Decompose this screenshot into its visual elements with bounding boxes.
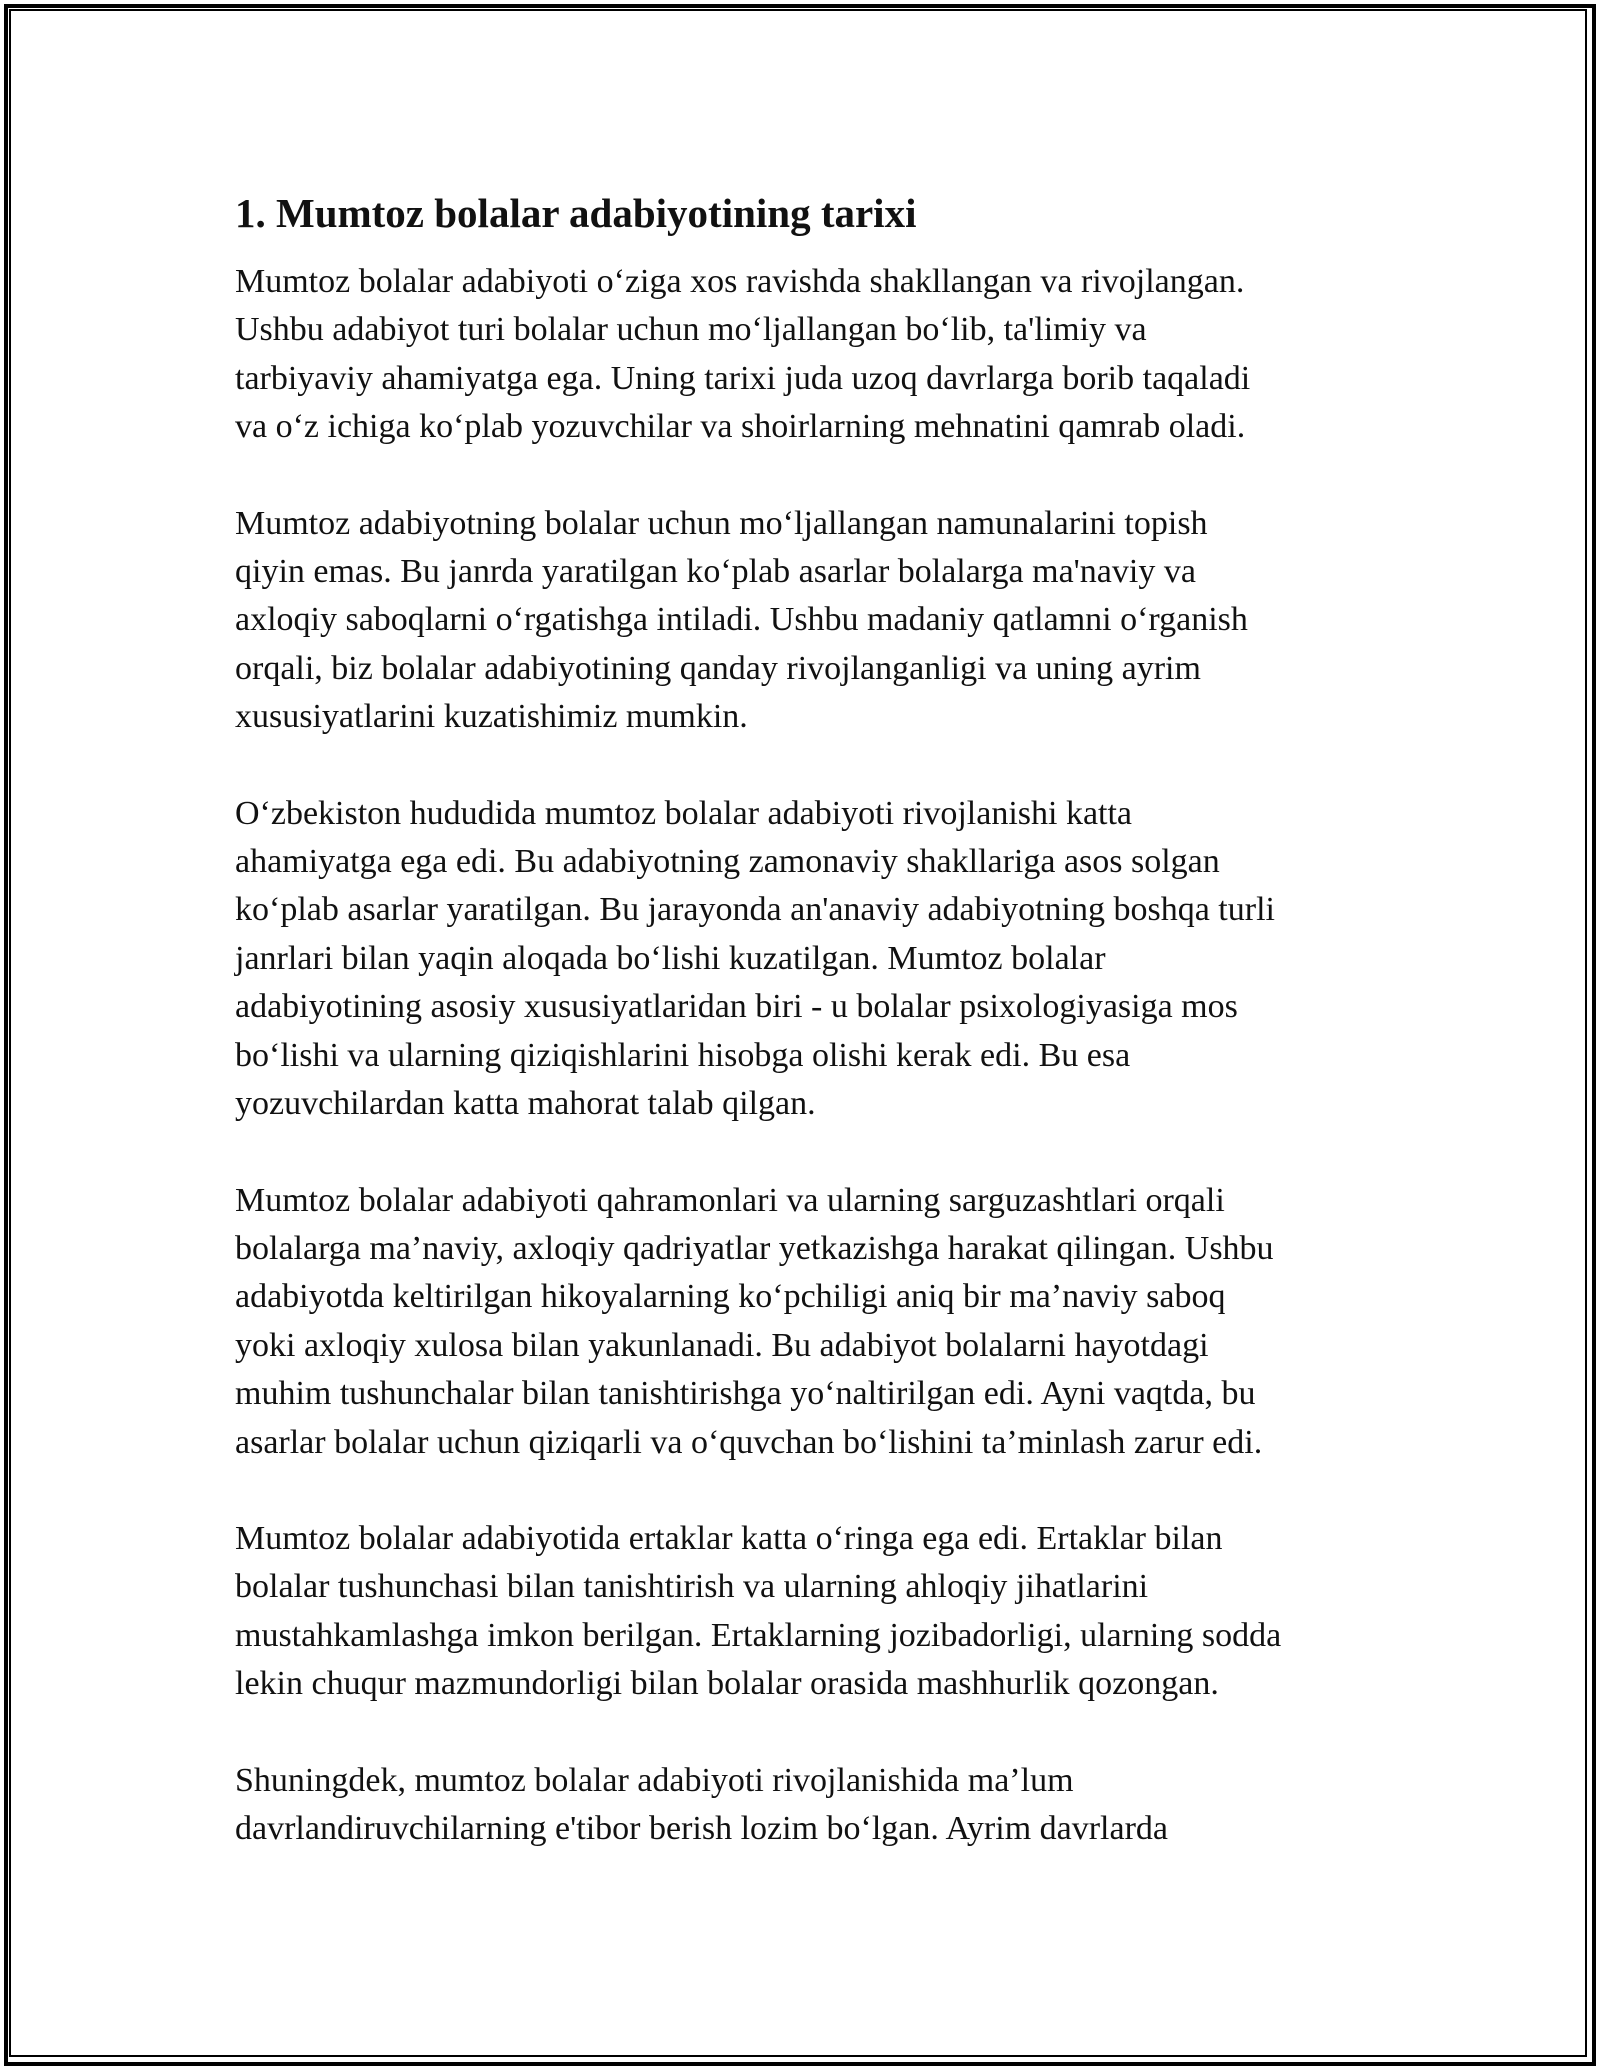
text-line: va o‘z ichiga ko‘plab yozuvchilar va shoirlarning mehnatini qamrab oladi. — [235, 408, 1246, 446]
paragraph-1 — [235, 258, 1370, 452]
text-line: janrlari bilan yaqin aloqada bo‘lishi kuzatilgan. Mumtoz bolalar — [235, 939, 1106, 977]
text-line: xususiyatlarini kuzatishimiz mumkin. — [235, 698, 748, 736]
paragraph-5 — [235, 1515, 1370, 1709]
text-line: mustahkamlashga imkon berilgan. Ertaklarning jozibadorligi, ularning sodda — [235, 1616, 1282, 1654]
paragraph-4 — [235, 1177, 1370, 1467]
text-line: Shuningdek, mumtoz bolalar adabiyoti rivojlanishida ma’lum — [235, 1761, 1074, 1799]
text-line: ko‘plab asarlar yaratilgan. Bu jarayonda an'anaviy adabiyotning boshqa turli — [235, 891, 1275, 929]
text-line: tarbiyaviy ahamiyatga ega. Uning tarixi juda uzoq davrlarga borib taqaladi — [235, 359, 1251, 397]
text-line: Mumtoz adabiyotning bolalar uchun mo‘ljallangan namunalarini topish — [235, 504, 1208, 542]
text-line: qiyin emas. Bu janrda yaratilgan ko‘plab asarlar bolalarga ma'naviy va — [235, 553, 1196, 591]
text-line: davrlandiruvchilarning e'tibor berish lozim bo‘lgan. Ayrim davrlarda — [235, 1809, 1169, 1847]
text-line: yoki axloqiy xulosa bilan yakunlanadi. Bu adabiyot bolalarni hayotdagi — [235, 1326, 1209, 1364]
text-line: Mumtoz bolalar adabiyotida ertaklar katta o‘ringa ega edi. Ertaklar bilan — [235, 1519, 1223, 1557]
text-line: Mumtoz bolalar adabiyoti qahramonlari va ularning sarguzashtlari orqali — [235, 1181, 1225, 1219]
text-line: muhim tushunchalar bilan tanishtirishga yo‘naltirilgan edi. Ayni vaqtda, bu — [235, 1375, 1256, 1413]
paragraph-2 — [235, 500, 1370, 742]
text-line: orqali, biz bolalar adabiyotining qanday rivojlanganligi va uning ayrim — [235, 649, 1201, 687]
text-line: lekin chuqur mazmundorligi bilan bolalar orasida mashhurlik qozongan. — [235, 1665, 1219, 1703]
text-line: O‘zbekiston hududida mumtoz bolalar adabiyoti rivojlanishi katta — [235, 794, 1133, 832]
text-line: yozuvchilardan katta mahorat talab qilgan. — [235, 1085, 816, 1123]
text-line: ahamiyatga ega edi. Bu adabiyotning zamonaviy shakllariga asos solgan — [235, 843, 1220, 881]
section-heading: 1. Mumtoz bolalar adabiyotining tarixi — [235, 190, 917, 236]
text-line: Mumtoz bolalar adabiyoti o‘ziga xos ravishda shakllangan va rivojlangan. — [235, 263, 1245, 300]
text-line: axloqiy saboqlarni o‘rgatishga intiladi. Ushbu madaniy qatlamni o‘rganish — [235, 601, 1248, 639]
text-line: bo‘lishi va ularning qiziqishlarini hisobga olishi kerak edi. Bu esa — [235, 1036, 1131, 1074]
text-line: adabiyotining asosiy xususiyatlaridan biri - u bolalar psixologiyasiga mos — [235, 988, 1238, 1026]
paragraph-6 — [235, 1757, 1370, 1854]
document-page — [235, 188, 1370, 1901]
text-line: bolalarga ma’naviy, axloqiy qadriyatlar yetkazishga harakat qilingan. Ushbu — [235, 1229, 1274, 1267]
text-line: asarlar bolalar uchun qiziqarli va o‘quvchan bo‘lishini ta’minlash zarur edi. — [235, 1423, 1263, 1461]
text-line: bolalar tushunchasi bilan tanishtirish va ularning ahloqiy jihatlarini — [235, 1568, 1149, 1606]
text-line: Ushbu adabiyot turi bolalar uchun mo‘ljallangan bo‘lib, ta'limiy va — [235, 311, 1147, 349]
text-line: adabiyotda keltirilgan hikoyalarning ko‘pchiligi aniq bir ma’naviy saboq — [235, 1278, 1226, 1316]
paragraph-3 — [235, 790, 1370, 1129]
